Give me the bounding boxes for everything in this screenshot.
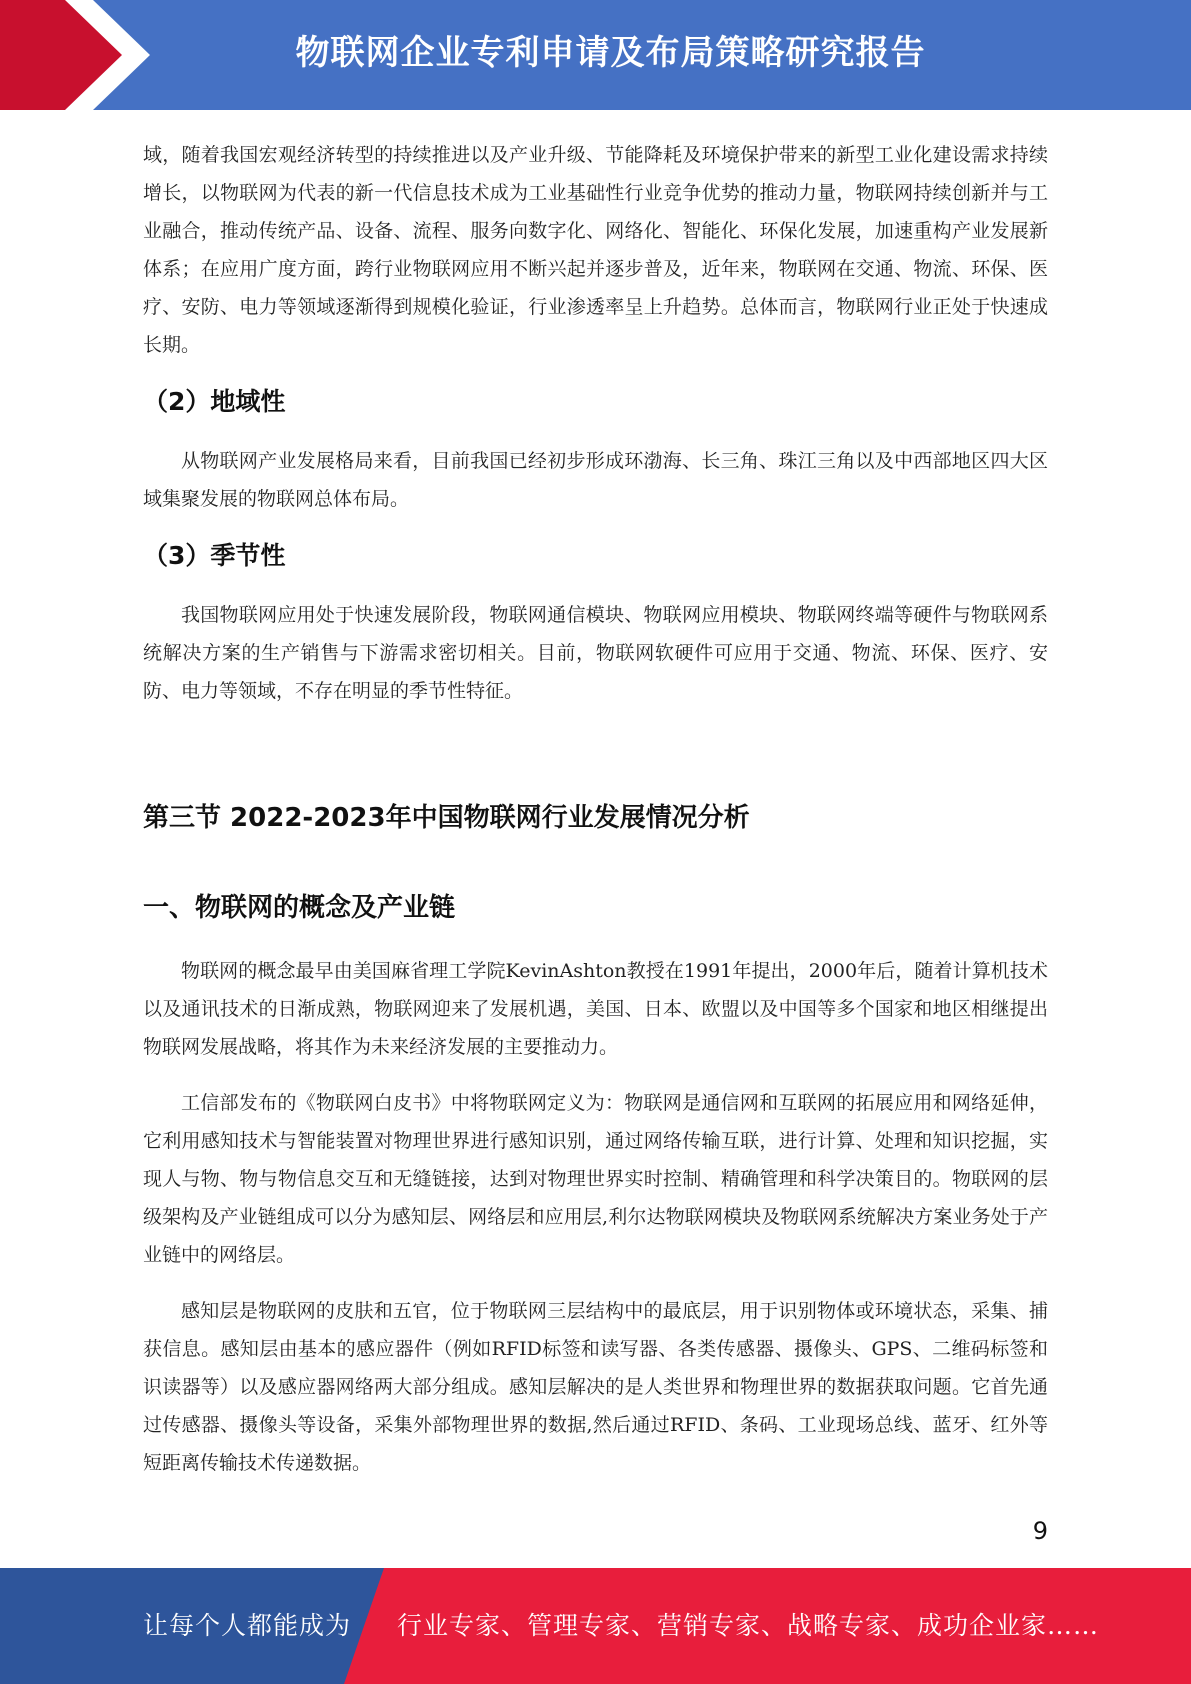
page-body xyxy=(143,130,1048,1482)
body-paragraph: 我国物联网应用处于快速发展阶段，物联网通信模块、物联网应用模块、物联网终端等硬件与物联网系统解决方案的生产销售与下游需求密切相关。目前，物联网软硬件可应用于交通、物流、环保、医疗、安防、电力等领域，不存在明显的季节性特征。 xyxy=(143,604,1048,702)
page-header xyxy=(0,0,1191,110)
subheading-seasonality: （3）季节性 xyxy=(143,541,286,570)
body-paragraph: 工信部发布的《物联网白皮书》中将物联网定义为：物联网是通信网和互联网的拓展应用和网络延伸，它利用感知技术与智能装置对物理世界进行感知识别，通过网络传输互联，进行计算、处理和知识挖掘，实现人与物、物与物信息交互和无缝链接，达到对物理世界实时控制、精确管理和科学决策目的。物联网的层级架构及产业链组成可以分为感知层、网络层和应用层,利尔达物联网模块及物联网系统解决方案业务处于产业链中的网络层。 xyxy=(143,1092,1048,1266)
page-footer xyxy=(0,1568,1191,1684)
body-paragraph: 从物联网产业发展格局来看，目前我国已经初步形成环渤海、长三角、珠江三角以及中西部地区四大区域集聚发展的物联网总体布局。 xyxy=(143,450,1048,510)
page-number: 9 xyxy=(1032,1517,1048,1545)
report-title: 物联网企业专利申请及布局策略研究报告 xyxy=(295,33,926,73)
section-title: 第三节 2022-2023年中国物联网行业发展情况分析 xyxy=(143,803,750,833)
footer-slogan-left: 让每个人都能成为 xyxy=(143,1611,352,1640)
subheading-regionality: （2）地域性 xyxy=(143,387,286,416)
subsection-title: 一、物联网的概念及产业链 xyxy=(143,893,456,923)
body-paragraph: 感知层是物联网的皮肤和五官，位于物联网三层结构中的最底层，用于识别物体或环境状态，采集、捕获信息。感知层由基本的感应器件（例如RFID标签和读写器、各类传感器、摄像头、GPS、二维码标签和识读器等）以及感应器网络两大部分组成。感知层解决的是人类世界和物理世界的数据获取问题。它首先通过传感器、摄像头等设备，采集外部物理世界的数据,然后通过RFID、条码、工业现场总线、蓝牙、红外等短距离传输技术传递数据。 xyxy=(143,1300,1048,1474)
footer-slogan-right: 行业专家、管理专家、营销专家、战略专家、成功企业家…… xyxy=(397,1611,1100,1640)
body-paragraph: 域，随着我国宏观经济转型的持续推进以及产业升级、节能降耗及环境保护带来的新型工业化建设需求持续增长，以物联网为代表的新一代信息技术成为工业基础性行业竞争优势的推动力量，物联网持续创新并与工业融合，推动传统产品、设备、流程、服务向数字化、网络化、智能化、环保化发展，加速重构产业发展新体系；在应用广度方面，跨行业物联网应用不断兴起并逐步普及，近年来，物联网在交通、物流、环保、医疗、安防、电力等领域逐渐得到规模化验证，行业渗透率呈上升趋势。总体而言，物联网行业正处于快速成长期。 xyxy=(143,144,1048,356)
body-paragraph: 物联网的概念最早由美国麻省理工学院KevinAshton教授在1991年提出，2000年后，随着计算机技术以及通讯技术的日渐成熟，物联网迎来了发展机遇，美国、日本、欧盟以及中国等多个国家和地区相继提出物联网发展战略，将其作为未来经济发展的主要推动力。 xyxy=(143,960,1048,1058)
